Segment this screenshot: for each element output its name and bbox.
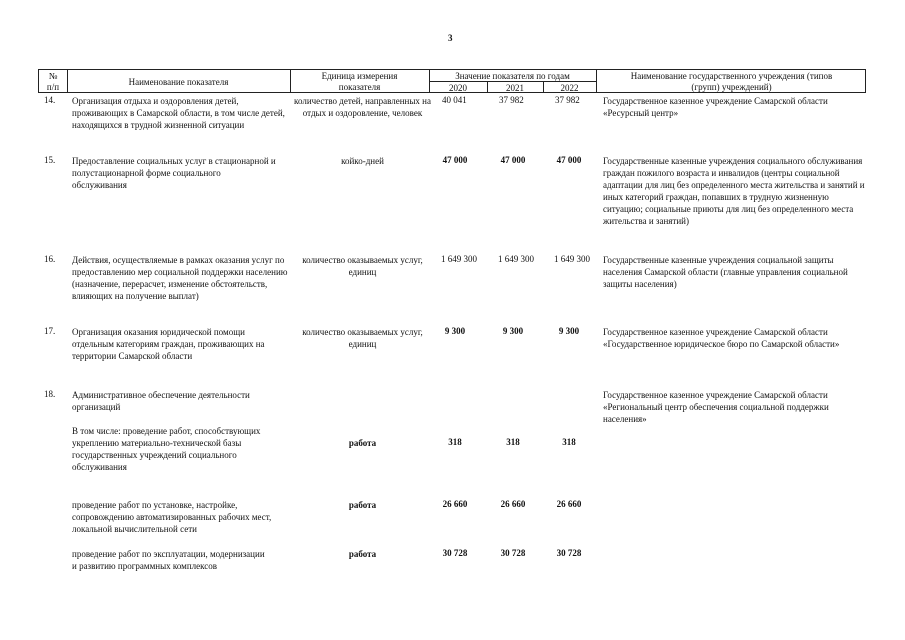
row-number: 18. [44,389,56,399]
row-unit: работа [348,438,377,448]
row-institution: Государственные казенные учреждения социальной защиты населения Самарской области (главные управления социальной защиты населения) [603,255,848,289]
value-2022: 9 300 [558,326,580,336]
value-2020: 1 649 300 [441,254,477,264]
page-number: 3 [448,33,453,43]
header-unit-top: Единица измерения [321,71,398,81]
value-2020: 40 041 [442,95,467,105]
row-number: 15. [44,155,56,165]
header-divider [429,81,596,82]
row-number: 17. [44,326,56,336]
row-indicator: Административное обеспечение деятельности организаций [72,390,250,412]
value-2021: 1 649 300 [498,254,534,264]
value-2021: 9 300 [502,326,524,336]
row-institution: Государственные казенные учреждения социального обслуживания граждан пожилого возраста и инвалидов (центры социальной адаптации для лиц без определенного места жительства и занятий и иных категорий граждан, попавших в трудную жизненную ситуацию; социальные приюты для лиц без определенного места жительства и занятий) [603,156,865,226]
row-unit: количество оказываемых услуг, единиц [302,327,423,349]
row-number: 14. [44,95,56,105]
value-2021: 26 660 [500,499,526,509]
row-indicator: Предоставление социальных услуг в стационарной и полустационарной форме социального обслуживания [72,156,276,190]
value-2020: 318 [448,437,462,447]
value-2020: 47 000 [442,155,468,165]
row-indicator: проведение работ по эксплуатации, модернизации и развитию программных комплексов [72,549,265,571]
value-2022: 26 660 [556,499,582,509]
row-unit: работа [348,549,377,559]
value-2022: 318 [562,437,576,447]
row-institution: Государственное казенное учреждение Самарской области «Государственное юридическое бюро по Самарской области» [603,327,840,349]
row-institution: Государственное казенное учреждение Самарской области «Региональный центр обеспечения социальной поддержки населения» [603,390,829,424]
table-header [38,69,866,93]
row-indicator: В том числе: проведение работ, способствующих укреплению материально-технической базы государственных учреждений социального обслуживания [72,426,261,472]
row-unit: койко-дней [341,156,384,166]
row-institution: Государственное казенное учреждение Самарской области «Ресурсный центр» [603,96,828,118]
row-unit: количество оказываемых услуг, единиц [302,255,423,277]
header-values-title: Значение показателя по годам [455,71,570,81]
value-2022: 37 982 [555,95,580,105]
header-num-bottom: п/п [46,82,60,92]
value-2021: 30 728 [500,548,526,558]
value-2021: 37 982 [499,95,524,105]
row-indicator: проведение работ по установке, настройке, сопровождению автоматизированных рабочих мест, локальной вычислительной сети [72,500,272,534]
value-2020: 30 728 [442,548,468,558]
row-indicator: Действия, осуществляемые в рамках оказания услуг по предоставлению мер социальной поддержки населению (назначение, перерасчет, изменение обстоятельств, влияющих на получение выплат) [72,255,288,301]
value-2020: 26 660 [442,499,468,509]
header-year-2022: 2022 [560,83,579,93]
row-unit: работа [348,500,377,510]
value-2020: 9 300 [444,326,466,336]
header-institution-top: Наименование государственного учреждения (типов [630,71,833,81]
row-indicator: Организация оказания юридической помощи отдельным категориям граждан, проживающих на территории Самарской области [72,327,265,361]
row-number: 16. [44,254,56,264]
header-indicator: Наименование показателя [128,77,229,87]
value-2022: 47 000 [556,155,582,165]
row-unit: количество детей, направленных на отдых и оздоровление, человек [294,96,431,118]
value-2021: 318 [506,437,520,447]
value-2021: 47 000 [500,155,526,165]
header-institution-bottom: (групп) учреждений) [691,82,772,92]
header-unit-bottom: показателя [338,82,381,92]
row-indicator: Организация отдыха и оздоровления детей, проживающих в Самарской области, в том числе детей, находящихся в трудной жизненной ситуации [72,96,285,130]
header-year-2021: 2021 [506,83,524,93]
header-year-2020: 2020 [449,83,467,93]
value-2022: 1 649 300 [554,254,590,264]
header-num-top: № [48,71,58,81]
value-2022: 30 728 [556,548,582,558]
